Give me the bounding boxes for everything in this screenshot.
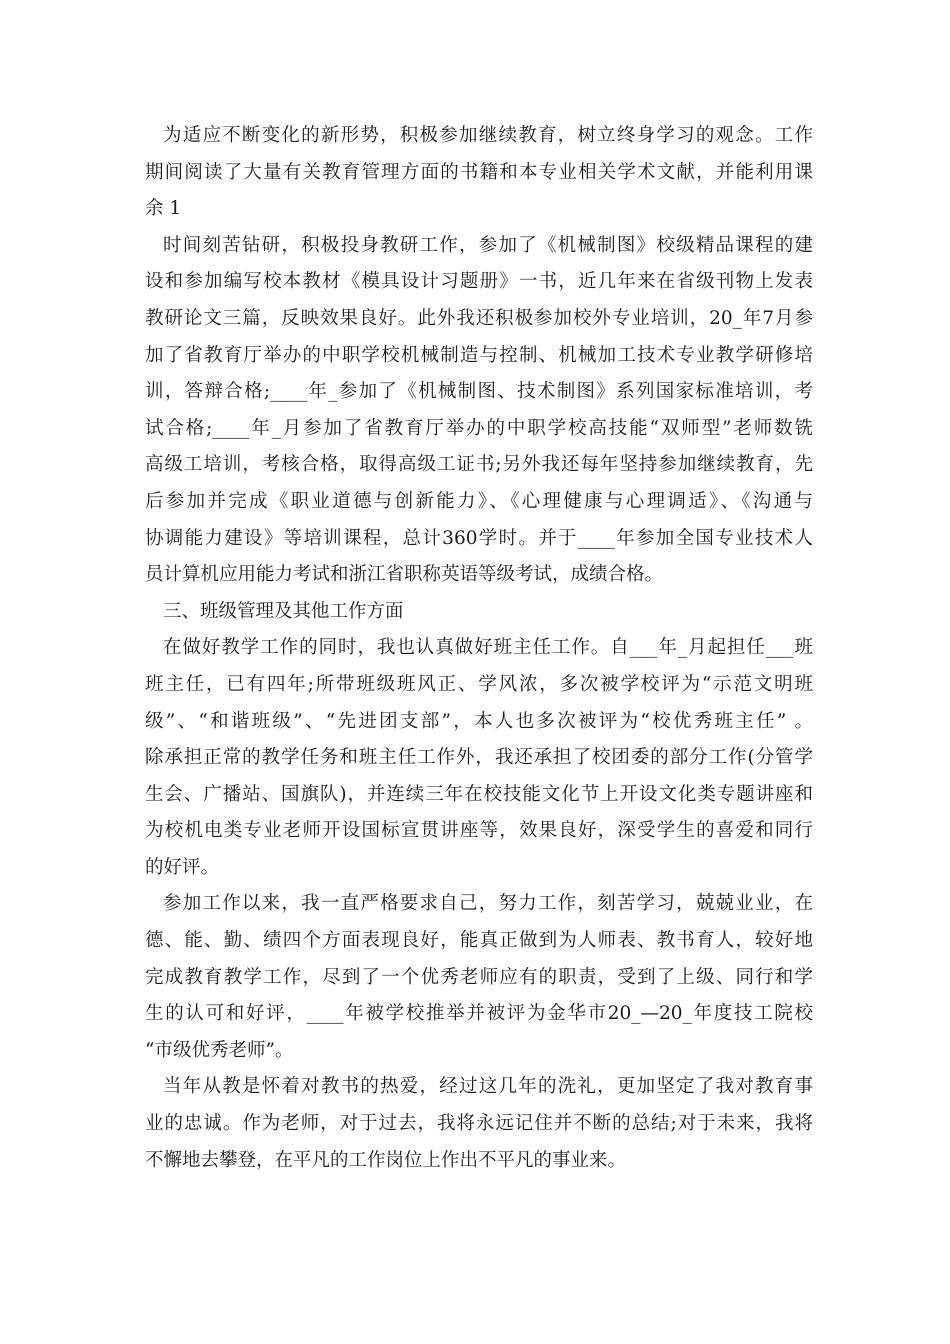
text-line: 试合格;____年_月参加了省教育厅举办的中职学校高技能“双师型”老师数铣 bbox=[145, 417, 813, 439]
text-line: 期间阅读了大量有关教育管理方面的书籍和本专业相关学术文献，并能利用课 bbox=[145, 161, 813, 183]
text-line: 教研论文三篇，反映效果良好。此外我还积极参加校外专业培训，20_年7月参 bbox=[145, 307, 813, 329]
text-line: 加了省教育厅举办的中职学校机械制造与控制、机械加工技术专业教学研修培 bbox=[145, 344, 813, 366]
text-line: 的好评。 bbox=[145, 856, 220, 878]
text-line: 除承担正常的教学任务和班主任工作外，我还承担了校团委的部分工作(分管学 bbox=[145, 747, 813, 769]
text-line: 在做好教学工作的同时，我也认真做好班主任工作。自___年_月起担任___班 bbox=[163, 637, 813, 659]
text-line: 业的忠诚。作为老师，对于过去，我将永远记住并不断的总结;对于未来，我将 bbox=[145, 1113, 813, 1135]
text-line: 德、能、勤、绩四个方面表现良好，能真正做到为人师表、教书育人，较好地 bbox=[145, 930, 813, 952]
text-line: 三、班级管理及其他工作方面 bbox=[163, 600, 404, 622]
text-line: 训，答辩合格;____年_参加了《机械制图、技术制图》系列国家标准培训，考 bbox=[145, 381, 813, 403]
text-line: 当年从教是怀着对教书的热爱，经过这几年的洗礼，更加坚定了我对教育事 bbox=[163, 1076, 813, 1098]
text-line: 员计算机应用能力考试和浙江省职称英语等级考试，成绩合格。 bbox=[145, 564, 664, 586]
text-line: 不懈地去攀登，在平凡的工作岗位上作出不平凡的事业来。 bbox=[145, 1149, 627, 1171]
text-line: 完成教育教学工作，尽到了一个优秀老师应有的职责，受到了上级、同行和学 bbox=[145, 966, 813, 988]
text-line: 生的认可和好评，____年被学校推举并被评为金华市20_—20_年度技工院校 bbox=[145, 1003, 813, 1025]
text-line: 参加工作以来，我一直严格要求自己，努力工作，刻苦学习，兢兢业业，在 bbox=[163, 893, 813, 915]
text-line: 为适应不断变化的新形势，积极参加继续教育，树立终身学习的观念。工作 bbox=[163, 125, 813, 146]
text-line: 时间刻苦钻研，积极投身教研工作，参加了《机械制图》校级精品课程的建 bbox=[163, 234, 813, 256]
text-line: 协调能力建设》等培训课程，总计360学时。并于____年参加全国专业技术人 bbox=[145, 527, 813, 549]
text-line: “市级优秀老师”。 bbox=[145, 1039, 294, 1061]
text-line: 生会、广播站、国旗队)，并连续三年在校技能文化节上开设文化类专题讲座和 bbox=[145, 783, 813, 805]
text-line: 级”、“和谐班级”、“先进团支部”，本人也多次被评为“校优秀班主任” 。 bbox=[145, 710, 813, 732]
text-line: 余 1 bbox=[145, 198, 182, 220]
text-line: 高级工培训，考核合格，取得高级工证书;另外我还每年坚持参加继续教育，先 bbox=[145, 454, 813, 476]
text-line: 设和参加编写校本教材《模具设计习题册》一书，近几年来在省级刊物上发表 bbox=[145, 271, 813, 293]
text-line: 后参加并完成《职业道德与创新能力》、《心理健康与心理调适》、《沟通与 bbox=[145, 490, 813, 512]
text-line: 班主任，已有四年;所带班级班风正、学风浓，多次被学校评为“示范文明班 bbox=[145, 673, 813, 695]
document-body bbox=[145, 118, 813, 1179]
text-line: 为校机电类专业老师开设国标宣贯讲座等，效果良好，深受学生的喜爱和同行 bbox=[145, 820, 813, 842]
